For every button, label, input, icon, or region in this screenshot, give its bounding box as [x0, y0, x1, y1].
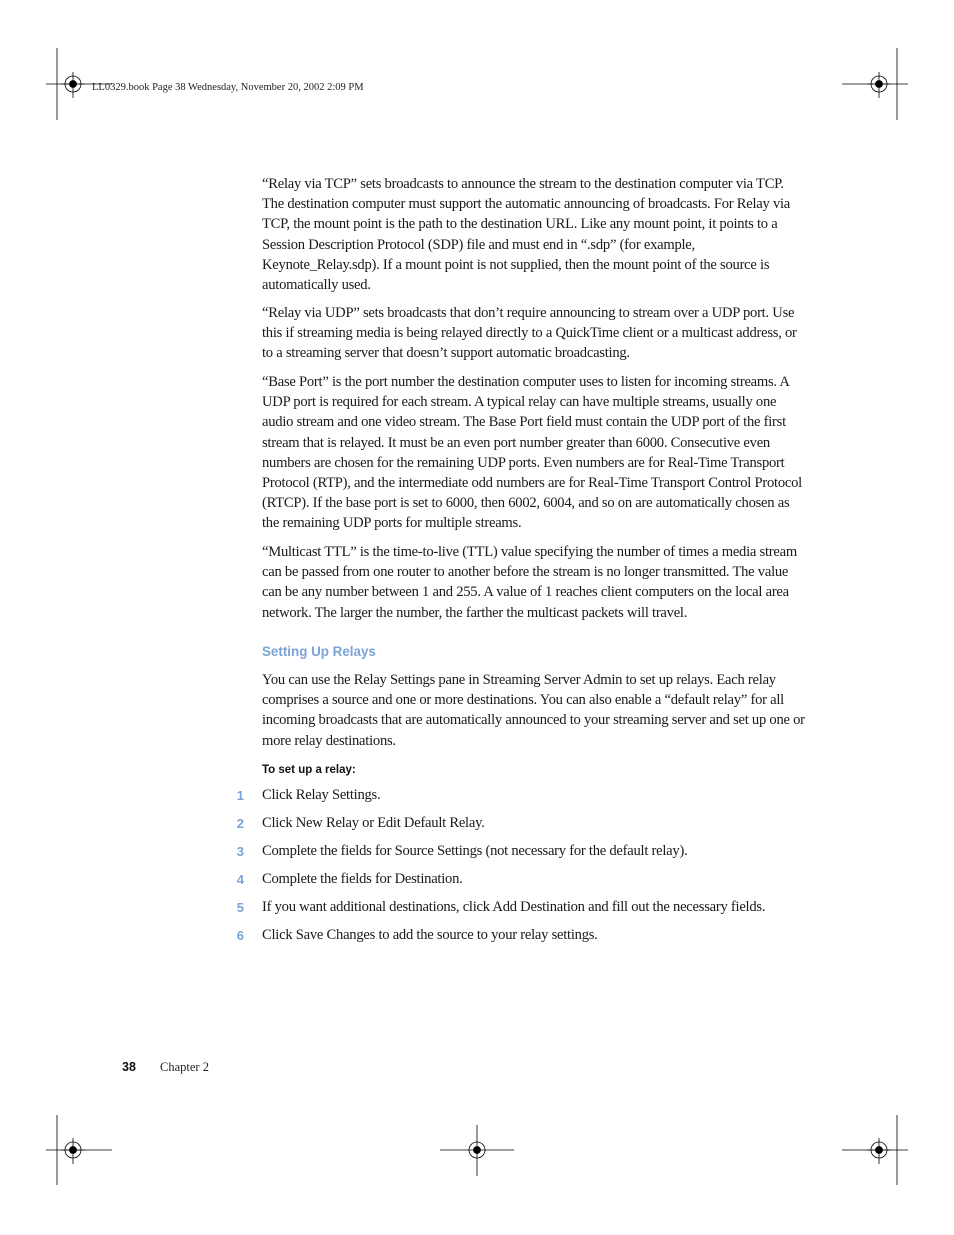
- chapter-label: Chapter 2: [160, 1060, 209, 1074]
- paragraph-relay-via-tcp: “Relay via TCP” sets broadcasts to announce the stream to the destination computer via TCP. The destination computer must support the automatic announcing of broadcasts. For Relay via TCP, the mount point is the path to the destination URL. Like any mount point, it points to a Session Description Protocol (SDP) file and must end in “.sdp” (for example, Keynote_Relay.sdp). If a mount point is not supplied, then the mount point of the source is automatically used.: [262, 176, 791, 294]
- step-text: Click Save Changes to add the source to your relay settings.: [262, 927, 598, 943]
- procedure-heading: To set up a relay:: [262, 764, 356, 776]
- step-item: [0, 787, 954, 807]
- paragraph-relay-via-udp: “Relay via UDP” sets broadcasts that don’t require announcing to stream over a UDP port. Use this if streaming media is being relayed directly to a QuickTime client or a multicast address, or to a streaming server that doesn’t support automatic broadcasting.: [262, 305, 797, 362]
- step-text: Complete the fields for Destination.: [262, 871, 463, 887]
- registration-target-bottom-left-icon: [61, 1138, 85, 1164]
- section-heading: Setting Up Relays: [262, 644, 376, 659]
- registration-target-top-left-icon: [61, 72, 85, 98]
- registration-target-bottom-right-icon: [867, 1138, 891, 1164]
- registration-target-top-right-icon: [867, 72, 891, 98]
- step-number: 5: [236, 900, 244, 915]
- print-slug: LL0329.book Page 38 Wednesday, November 20, 2002 2:09 PM: [92, 82, 364, 93]
- step-number: 4: [236, 872, 244, 887]
- step-number: 3: [236, 844, 244, 859]
- step-number: 6: [236, 928, 244, 943]
- step-text: Click New Relay or Edit Default Relay.: [262, 815, 485, 831]
- section-intro: You can use the Relay Settings pane in Streaming Server Admin to set up relays. Each relay comprises a source and one or more destinations. You can also enable a “default relay” for all incoming broadcasts that are automatically announced to your streaming server and set up one or more relay destinations.: [262, 672, 805, 749]
- paragraph-multicast-ttl: “Multicast TTL” is the time-to-live (TTL) value specifying the number of times a media stream can be passed from one router to another before the stream is no longer transmitted. The value can be any number between 1 and 255. A value of 1 reaches client computers on the local area network. The larger the number, the farther the multicast packets will travel.: [262, 544, 797, 621]
- step-text: Click Relay Settings.: [262, 787, 381, 803]
- step-item: [0, 815, 954, 835]
- step-item: [0, 871, 954, 891]
- step-number: 1: [236, 788, 244, 803]
- page-number: 38: [122, 1060, 136, 1074]
- step-item: [0, 899, 954, 919]
- step-item: [0, 843, 954, 863]
- step-item: [0, 927, 954, 947]
- paragraph-base-port: “Base Port” is the port number the destination computer uses to listen for incoming streams. A UDP port is required for each stream. A typical relay can have multiple streams, usually one audio stream and one video stream. The Base Port field must contain the UDP port of the first stream that is relayed. It must be an even port number greater than 6000. Consecutive even numbers are chosen for the remaining UDP ports. Even numbers are for Real-Time Transport Protocol (RTP), and the intermediate odd numbers are for Real-Time Transport Control Protocol (RTCP). If the base port is set to 6000, then 6002, 6004, and so on are automatically chosen as the remaining UDP ports for multiple streams.: [262, 374, 802, 532]
- step-number: 2: [236, 816, 244, 831]
- step-text: If you want additional destinations, click Add Destination and fill out the necessary fields.: [262, 899, 766, 915]
- step-text: Complete the fields for Source Settings (not necessary for the default relay).: [262, 843, 688, 859]
